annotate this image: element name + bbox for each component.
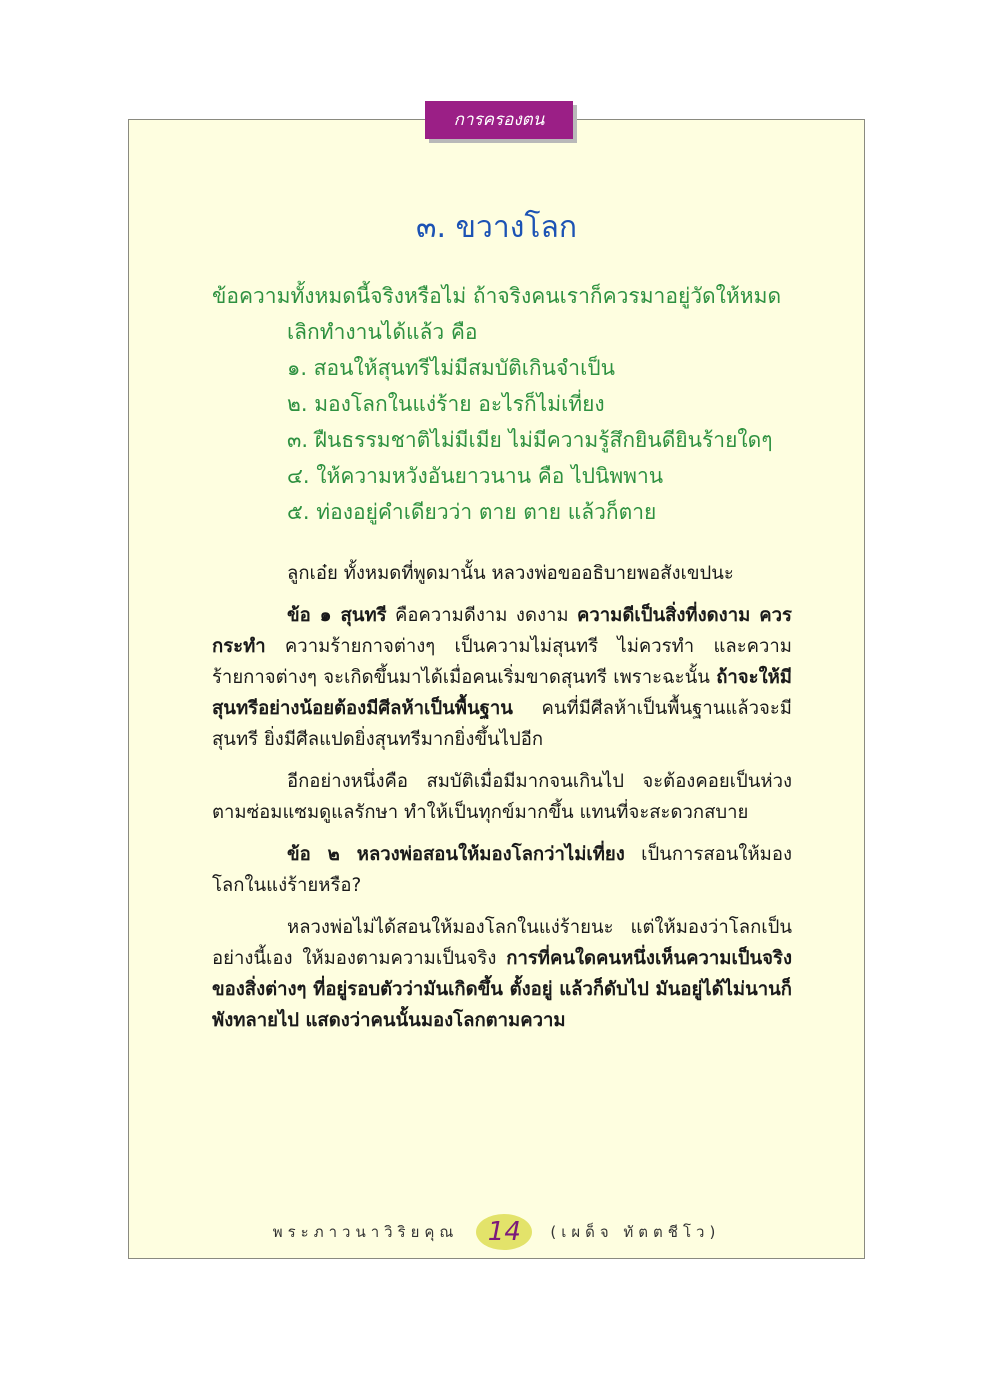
paragraph-text: คือความดีงาม งดงาม	[386, 605, 578, 626]
paragraph	[212, 912, 792, 1036]
bold-text: ข้อ ๑ สุนทรี	[287, 605, 387, 626]
bold-text: ข้อ ๒ หลวงพ่อสอนให้มองโลกว่าไม่เที่ยง	[287, 844, 625, 865]
paragraph	[212, 766, 792, 828]
paragraph-text: ความร้ายกาจต่างๆ เป็นความไม่สุนทรี ไม่ควรทำ และความร้ายกาจต่างๆ จะเกิดขึ้นมาได้เมื่อคนเริ่มขาดสุนทรี เพราะฉะนั้น	[212, 636, 792, 688]
body-text	[212, 558, 792, 1047]
paragraph-text: คนที่มีศีลห้าเป็นพื้นฐานแล้วจะมีสุนทรี ยิ่งมีศีลแปดยิ่งสุนทรีมากยิ่งขึ้นไปอีก	[212, 698, 792, 750]
paragraph	[212, 839, 792, 901]
footer-author: (เผด็จ ทัตตชีโว)	[550, 1223, 721, 1241]
footer-book-title: พระภาวนาวิริยคุณ	[272, 1223, 459, 1241]
paragraph	[212, 600, 792, 755]
intro-question: ข้อความทั้งหมดนี้จริงหรือไม่ ถ้าจริงคนเราก็ควรมาอยู่วัดให้หมด	[212, 284, 782, 308]
intro-item: ๑. สอนให้สุนทรีไม่มีสมบัติเกินจำเป็น	[287, 356, 615, 380]
paragraph-text: อีกอย่างหนึ่งคือ สมบัติเมื่อมีมากจนเกินไป จะต้องคอยเป็นห่วง ตามซ่อมแซมดูแลรักษา ทำให้เป็นทุกข์มากขึ้น แทนที่จะสะดวกสบาย	[212, 771, 792, 823]
paragraph-text: เป็นการสอนให้มองโลกในแง่ร้ายหรือ?	[212, 844, 792, 896]
page-number: 14	[476, 1214, 532, 1250]
intro-block	[212, 278, 812, 530]
page-footer	[128, 1212, 865, 1252]
paragraph-text: ลูกเอ๋ย ทั้งหมดที่พูดมานั้น หลวงพ่อขออธิบายพอสังเขปนะ	[287, 563, 734, 584]
bold-text: ความดีเป็นสิ่งที่งดงาม ควรกระทำ	[212, 605, 792, 657]
section-tab: การครองตน	[425, 101, 573, 139]
intro-item: ๕. ท่องอยู่คำเดียวว่า ตาย ตาย แล้วก็ตาย	[287, 500, 657, 524]
bold-text: การที่คนใดคนหนึ่งเห็นความเป็นจริงของสิ่งต่างๆ ที่อยู่รอบตัวว่ามันเกิดขึ้น ตั้งอยู่ แล้วก็ดับไป มันอยู่ได้ไม่นานก็พังทลายไป แสดงว่าคนนั้นมองโลกตามความ	[212, 948, 792, 1031]
intro-item: ๓. ฝืนธรรมชาติไม่มีเมีย ไม่มีความรู้สึกยินดียินร้ายใดๆ	[287, 428, 773, 452]
paragraph-text: หลวงพ่อไม่ได้สอนให้มองโลกในแง่ร้ายนะ แต่ให้มองว่าโลกเป็นอย่างนี้เอง ให้มองตามความเป็นจริง	[212, 917, 792, 969]
intro-continuation: เลิกทำงานได้แล้ว คือ	[287, 320, 478, 344]
bold-text: ถ้าจะให้มีสุนทรีอย่างน้อยต้องมีศีลห้าเป็นพื้นฐาน	[212, 667, 792, 719]
paragraph	[212, 558, 792, 589]
intro-item: ๒. มองโลกในแง่ร้าย อะไรก็ไม่เที่ยง	[287, 392, 605, 416]
chapter-title: ๓. ขวางโลก	[415, 210, 578, 245]
intro-item: ๔. ให้ความหวังอันยาวนาน คือ ไปนิพพาน	[287, 464, 664, 488]
